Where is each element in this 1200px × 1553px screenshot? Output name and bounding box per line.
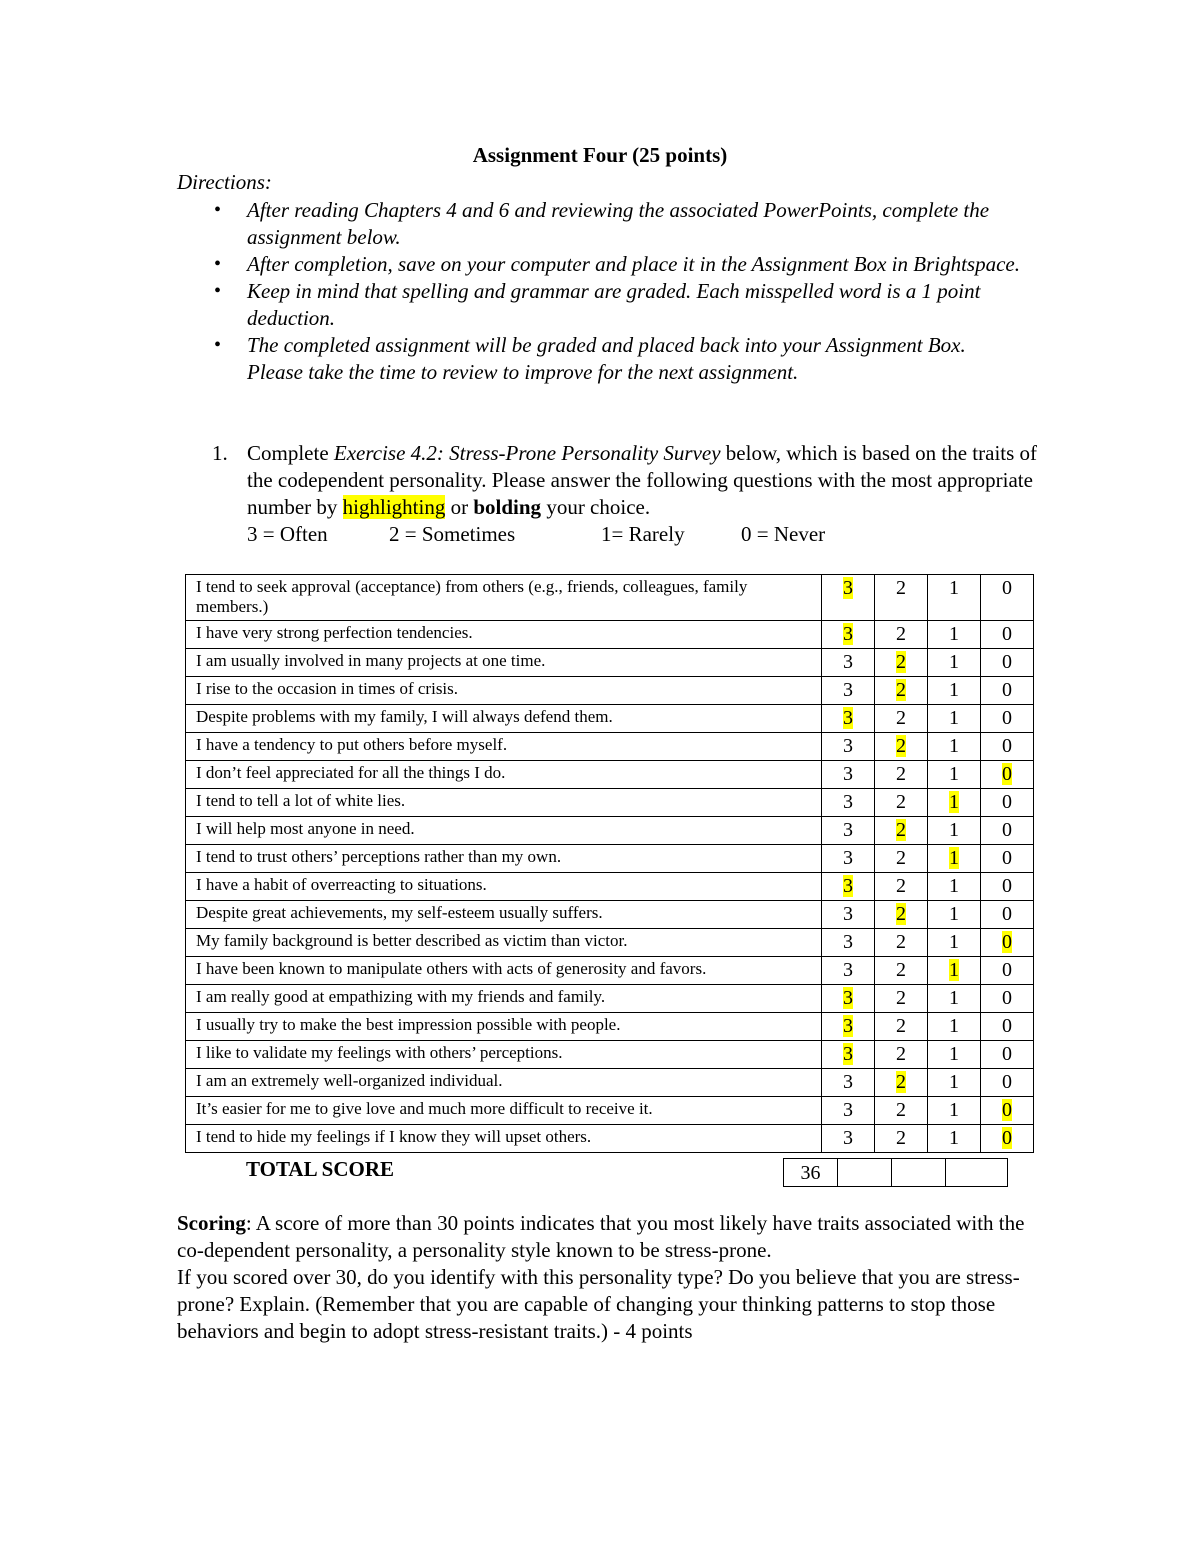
selected-option: 2 (896, 1071, 906, 1093)
table-row (186, 621, 1034, 649)
option-value: 3 (843, 931, 853, 953)
survey-option-cell[interactable] (928, 575, 981, 621)
survey-statement: My family background is better described as victim than victor. (186, 929, 822, 957)
option-value: 2 (896, 1099, 906, 1121)
exercise-title: Exercise 4.2: Stress-Prone Personality Survey (333, 441, 721, 465)
option-value: 3 (843, 791, 853, 813)
survey-option-cell[interactable] (875, 733, 928, 761)
survey-statement: I tend to seek approval (acceptance) from others (e.g., friends, colleagues, family members.) (186, 575, 822, 621)
option-value: 1 (949, 931, 959, 953)
survey-statement: I don’t feel appreciated for all the things I do. (186, 761, 822, 789)
survey-option-cell[interactable] (981, 1097, 1034, 1125)
list-item (212, 278, 1022, 332)
table-row (186, 845, 1034, 873)
highlight-word: highlighting (342, 495, 446, 519)
table-row (186, 1125, 1034, 1153)
question-1 (212, 440, 1042, 548)
rating-scale (247, 521, 1042, 548)
scoring-label: Scoring (177, 1211, 246, 1235)
survey-statement: I rise to the occasion in times of crisis. (186, 677, 822, 705)
survey-option-cell[interactable] (928, 817, 981, 845)
survey-option-cell[interactable] (981, 733, 1034, 761)
scale-rarely: 1= Rarely (601, 522, 685, 546)
survey-statement: I like to validate my feelings with others’ perceptions. (186, 1041, 822, 1069)
question-text: below, which is based on the traits of the codependent personality. Please answer the following questions with the most appropriate number by (247, 441, 1038, 519)
option-value: 0 (1002, 1071, 1012, 1093)
total-score-cell (838, 1159, 892, 1186)
survey-option-cell[interactable] (822, 901, 875, 929)
bold-word: bolding (473, 495, 542, 519)
bullet-icon: • (214, 199, 222, 221)
survey-option-cell[interactable] (822, 575, 875, 621)
table-row (186, 985, 1034, 1013)
option-value: 2 (896, 763, 906, 785)
option-value: 2 (896, 1043, 906, 1065)
survey-option-cell[interactable] (875, 1041, 928, 1069)
survey-statement: I tend to hide my feelings if I know they will upset others. (186, 1125, 822, 1153)
selected-option: 2 (896, 735, 906, 757)
list-item (212, 197, 1022, 251)
survey-option-cell[interactable] (822, 929, 875, 957)
option-value: 3 (843, 903, 853, 925)
survey-statement: I tend to trust others’ perceptions rather than my own. (186, 845, 822, 873)
option-value: 1 (949, 875, 959, 897)
total-score-label: TOTAL SCORE (246, 1157, 395, 1181)
option-value: 3 (843, 1099, 853, 1121)
survey-option-cell[interactable] (981, 789, 1034, 817)
survey-option-cell[interactable] (981, 705, 1034, 733)
survey-option-cell[interactable] (822, 817, 875, 845)
survey-option-cell[interactable] (928, 789, 981, 817)
direction-text: After reading Chapters 4 and 6 and reviewing the associated PowerPoints, complete the assignment below. (247, 198, 990, 249)
selected-option: 2 (896, 679, 906, 701)
option-value: 1 (949, 735, 959, 757)
survey-statement: I am really good at empathizing with my friends and family. (186, 985, 822, 1013)
option-value: 0 (1002, 679, 1012, 701)
scale-never: 0 = Never (741, 522, 826, 546)
table-row (186, 901, 1034, 929)
survey-option-cell[interactable] (928, 1125, 981, 1153)
survey-option-cell[interactable] (981, 761, 1034, 789)
option-value: 0 (1002, 959, 1012, 981)
scoring-text: : A score of more than 30 points indicates that you most likely have traits associated with the co-dependent personality, a personality style known to be stress-prone. (177, 1211, 1025, 1262)
survey-table (185, 574, 1034, 1153)
survey-option-cell[interactable] (928, 985, 981, 1013)
survey-option-cell[interactable] (875, 649, 928, 677)
survey-option-cell[interactable] (928, 873, 981, 901)
page-title: Assignment Four (25 points) (472, 143, 728, 167)
question-text: your choice. (541, 495, 651, 519)
option-value: 0 (1002, 847, 1012, 869)
survey-option-cell[interactable] (928, 845, 981, 873)
survey-option-cell[interactable] (875, 575, 928, 621)
bullet-icon: • (214, 334, 222, 356)
option-value: 2 (896, 987, 906, 1009)
table-row (186, 873, 1034, 901)
survey-option-cell[interactable] (822, 705, 875, 733)
survey-option-cell[interactable] (928, 901, 981, 929)
option-value: 3 (843, 651, 853, 673)
option-value: 0 (1002, 791, 1012, 813)
option-value: 3 (843, 679, 853, 701)
survey-statement: I tend to tell a lot of white lies. (186, 789, 822, 817)
table-row (186, 957, 1034, 985)
bullet-icon: • (214, 253, 222, 275)
scale-often: 3 = Often (247, 522, 328, 546)
survey-statement: I will help most anyone in need. (186, 817, 822, 845)
survey-option-cell[interactable] (928, 733, 981, 761)
option-value: 3 (843, 959, 853, 981)
survey-statement: I have very strong perfection tendencies. (186, 621, 822, 649)
survey-statement: Despite problems with my family, I will always defend them. (186, 705, 822, 733)
survey-option-cell[interactable] (981, 873, 1034, 901)
selected-option: 2 (896, 819, 906, 841)
option-value: 0 (1002, 875, 1012, 897)
table-row (186, 733, 1034, 761)
option-value: 2 (896, 1127, 906, 1149)
survey-option-cell[interactable] (981, 957, 1034, 985)
survey-option-cell[interactable] (981, 1125, 1034, 1153)
survey-option-cell[interactable] (981, 677, 1034, 705)
survey-statement: I have a tendency to put others before myself. (186, 733, 822, 761)
survey-option-cell[interactable] (822, 1125, 875, 1153)
option-value: 2 (896, 959, 906, 981)
option-value: 1 (949, 987, 959, 1009)
survey-option-cell[interactable] (875, 789, 928, 817)
option-value: 3 (843, 763, 853, 785)
option-value: 0 (1002, 577, 1012, 599)
option-value: 3 (843, 735, 853, 757)
survey-option-cell[interactable] (875, 1097, 928, 1125)
survey-option-cell[interactable] (822, 957, 875, 985)
selected-option: 1 (949, 959, 959, 981)
option-value: 1 (949, 577, 959, 599)
survey-option-cell[interactable] (981, 845, 1034, 873)
directions-label: Directions: (177, 170, 272, 194)
survey-option-cell[interactable] (875, 761, 928, 789)
survey-statement: I have been known to manipulate others with acts of generosity and favors. (186, 957, 822, 985)
survey-option-cell[interactable] (822, 845, 875, 873)
bullet-icon: • (214, 280, 222, 302)
selected-option: 3 (843, 577, 853, 599)
survey-option-cell[interactable] (981, 1069, 1034, 1097)
survey-option-cell[interactable] (981, 817, 1034, 845)
option-value: 2 (896, 1015, 906, 1037)
survey-statement: I am usually involved in many projects at one time. (186, 649, 822, 677)
table-row (186, 575, 1034, 621)
survey-option-cell[interactable] (822, 677, 875, 705)
survey-option-cell[interactable] (875, 1125, 928, 1153)
selected-option: 3 (843, 875, 853, 897)
survey-option-cell[interactable] (875, 621, 928, 649)
survey-option-cell[interactable] (928, 649, 981, 677)
survey-option-cell[interactable] (928, 761, 981, 789)
survey-option-cell[interactable] (928, 1097, 981, 1125)
direction-text: After completion, save on your computer and place it in the Assignment Box in Brightspace. (247, 252, 1020, 276)
question-number: 1. (212, 441, 228, 465)
survey-option-cell[interactable] (875, 985, 928, 1013)
selected-option: 3 (843, 707, 853, 729)
survey-option-cell[interactable] (981, 1013, 1034, 1041)
option-value: 2 (896, 847, 906, 869)
survey-option-cell[interactable] (981, 621, 1034, 649)
selected-option: 3 (843, 1015, 853, 1037)
survey-option-cell[interactable] (928, 929, 981, 957)
survey-option-cell[interactable] (875, 677, 928, 705)
survey-statement: I have a habit of overreacting to situations. (186, 873, 822, 901)
table-row (186, 1041, 1034, 1069)
selected-option: 0 (1002, 1099, 1012, 1121)
survey-option-cell[interactable] (981, 985, 1034, 1013)
option-value: 2 (896, 577, 906, 599)
survey-option-cell[interactable] (822, 1013, 875, 1041)
survey-option-cell[interactable] (928, 705, 981, 733)
option-value: 1 (949, 1127, 959, 1149)
list-item (212, 251, 1022, 278)
survey-option-cell[interactable] (875, 901, 928, 929)
survey-option-cell[interactable] (928, 1013, 981, 1041)
survey-option-cell[interactable] (822, 733, 875, 761)
option-value: 0 (1002, 623, 1012, 645)
option-value: 0 (1002, 1043, 1012, 1065)
option-value: 1 (949, 679, 959, 701)
option-value: 0 (1002, 651, 1012, 673)
survey-statement: Despite great achievements, my self-esteem usually suffers. (186, 901, 822, 929)
table-row (186, 1097, 1034, 1125)
direction-text: The completed assignment will be graded and placed back into your Assignment Box. Please take the time to review to improve for the next assignment. (247, 333, 966, 384)
survey-option-cell[interactable] (928, 957, 981, 985)
survey-option-cell[interactable] (981, 649, 1034, 677)
direction-text: Keep in mind that spelling and grammar are graded. Each misspelled word is a 1 point deduction. (247, 279, 981, 330)
option-value: 0 (1002, 819, 1012, 841)
total-score-cell (892, 1159, 946, 1186)
question-text: Complete (247, 441, 334, 465)
selected-option: 3 (843, 1043, 853, 1065)
selected-option: 0 (1002, 1127, 1012, 1149)
option-value: 1 (949, 1015, 959, 1037)
survey-option-cell[interactable] (822, 649, 875, 677)
option-value: 2 (896, 707, 906, 729)
option-value: 2 (896, 931, 906, 953)
table-row (186, 761, 1034, 789)
survey-option-cell[interactable] (875, 957, 928, 985)
table-row (186, 677, 1034, 705)
selected-option: 0 (1002, 931, 1012, 953)
survey-option-cell[interactable] (875, 1013, 928, 1041)
survey-statement: I usually try to make the best impression possible with people. (186, 1013, 822, 1041)
option-value: 1 (949, 651, 959, 673)
option-value: 3 (843, 847, 853, 869)
survey-option-cell[interactable] (822, 1069, 875, 1097)
survey-option-cell[interactable] (875, 873, 928, 901)
survey-option-cell[interactable] (822, 789, 875, 817)
survey-option-cell[interactable] (822, 985, 875, 1013)
selected-option: 1 (949, 847, 959, 869)
survey-option-cell[interactable] (928, 1041, 981, 1069)
survey-option-cell[interactable] (822, 621, 875, 649)
scoring-section (177, 1210, 1037, 1345)
selected-option: 0 (1002, 763, 1012, 785)
total-score-value[interactable]: 36 (784, 1159, 838, 1186)
option-value: 3 (843, 819, 853, 841)
question-text: or (445, 495, 474, 519)
survey-option-cell[interactable] (822, 873, 875, 901)
table-row (186, 705, 1034, 733)
option-value: 1 (949, 623, 959, 645)
survey-option-cell[interactable] (822, 761, 875, 789)
scoring-question: If you scored over 30, do you identify with this personality type? Do you believe that you are stress-prone? Explain. (Remember that you are capable of changing your thinking patterns to stop those behaviors and begin to adopt stress-resistant traits.) - 4 points (177, 1265, 1020, 1343)
option-value: 2 (896, 875, 906, 897)
total-score-box (783, 1158, 1008, 1187)
option-value: 2 (896, 791, 906, 813)
total-score-cell (946, 1159, 1007, 1186)
table-row (186, 1013, 1034, 1041)
survey-option-cell[interactable] (875, 817, 928, 845)
survey-option-cell[interactable] (981, 929, 1034, 957)
directions-list (212, 197, 1022, 386)
selected-option: 2 (896, 651, 906, 673)
selected-option: 3 (843, 987, 853, 1009)
survey-statement: It’s easier for me to give love and much more difficult to receive it. (186, 1097, 822, 1125)
table-row (186, 649, 1034, 677)
selected-option: 3 (843, 623, 853, 645)
list-item (212, 332, 1022, 386)
survey-option-cell[interactable] (981, 1041, 1034, 1069)
option-value: 1 (949, 1099, 959, 1121)
option-value: 1 (949, 707, 959, 729)
option-value: 1 (949, 763, 959, 785)
survey-option-cell[interactable] (875, 1069, 928, 1097)
selected-option: 2 (896, 903, 906, 925)
table-row (186, 929, 1034, 957)
table-row (186, 789, 1034, 817)
option-value: 1 (949, 819, 959, 841)
survey-option-cell[interactable] (822, 1097, 875, 1125)
survey-option-cell[interactable] (981, 901, 1034, 929)
survey-option-cell[interactable] (875, 845, 928, 873)
option-value: 0 (1002, 903, 1012, 925)
survey-option-cell[interactable] (928, 677, 981, 705)
survey-option-cell[interactable] (875, 929, 928, 957)
survey-option-cell[interactable] (822, 1041, 875, 1069)
selected-option: 1 (949, 791, 959, 813)
survey-option-cell[interactable] (875, 705, 928, 733)
survey-option-cell[interactable] (928, 621, 981, 649)
option-value: 3 (843, 1071, 853, 1093)
option-value: 2 (896, 623, 906, 645)
table-row (186, 1069, 1034, 1097)
option-value: 0 (1002, 735, 1012, 757)
scale-sometimes: 2 = Sometimes (389, 522, 516, 546)
option-value: 0 (1002, 987, 1012, 1009)
option-value: 1 (949, 1043, 959, 1065)
option-value: 0 (1002, 1015, 1012, 1037)
option-value: 1 (949, 1071, 959, 1093)
option-value: 3 (843, 1127, 853, 1149)
survey-option-cell[interactable] (981, 575, 1034, 621)
survey-option-cell[interactable] (928, 1069, 981, 1097)
survey-statement: I am an extremely well-organized individual. (186, 1069, 822, 1097)
table-row (186, 817, 1034, 845)
option-value: 1 (949, 903, 959, 925)
option-value: 0 (1002, 707, 1012, 729)
